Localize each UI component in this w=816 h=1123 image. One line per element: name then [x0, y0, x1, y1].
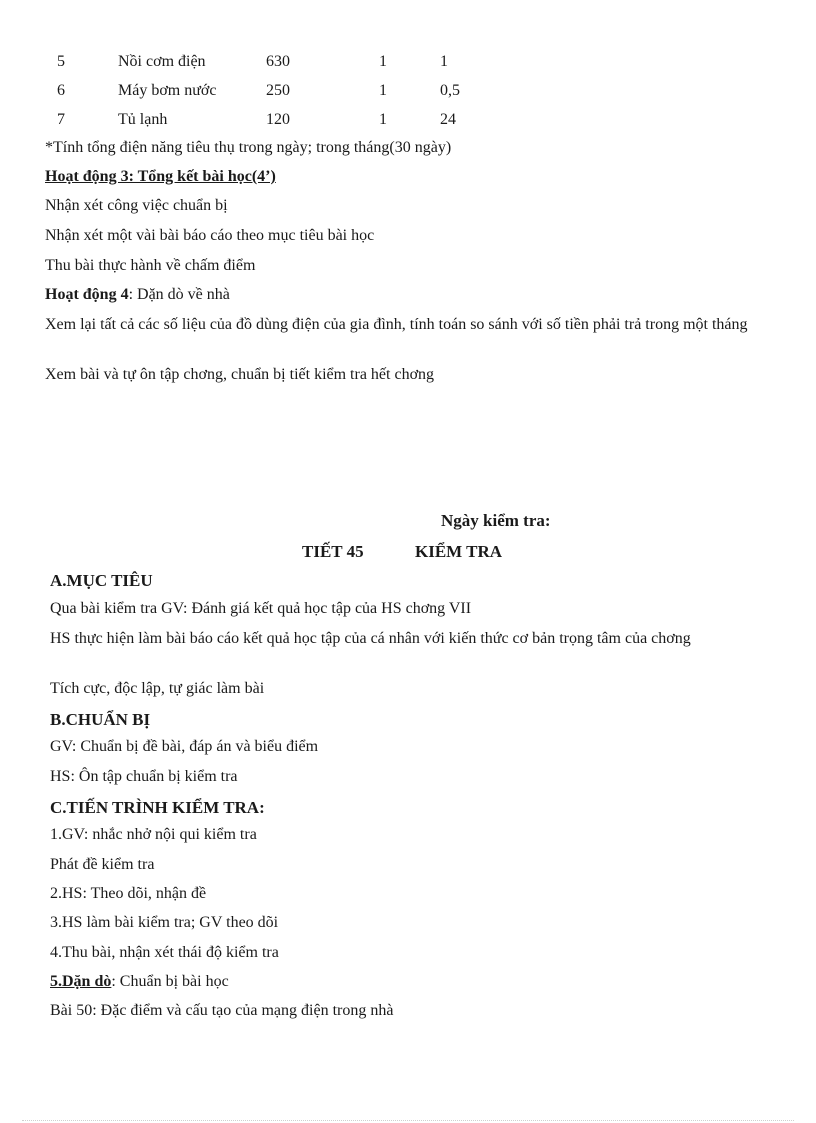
table-cell: 630	[266, 52, 290, 70]
section-a-line: Tích cực, độc lập, tự giác làm bài	[50, 680, 265, 697]
activity-3-line: Nhận xét công việc chuẩn bị	[45, 197, 228, 214]
section-b-line: GV: Chuẩn bị đề bài, đáp án và biểu điểm	[50, 738, 319, 755]
next-lesson-line: Bài 50: Đặc điểm và cấu tạo của mạng điện trong nhà	[50, 1002, 394, 1019]
homework-text: : Chuẩn bị bài học	[111, 973, 229, 990]
table-cell: 1	[440, 52, 448, 70]
section-c-line: Phát đề kiểm tra	[50, 856, 155, 873]
table-cell: 1	[379, 52, 387, 70]
activity-4-label: Hoạt động 4	[45, 286, 129, 303]
page-bottom-divider	[22, 1120, 794, 1121]
homework-label: 5.Dặn dò	[50, 973, 112, 990]
section-c-line: 1.GV: nhắc nhở nội qui kiểm tra	[50, 826, 257, 843]
activity-4-line: Xem lại tất cả các số liệu của đồ dùng điện của gia đình, tính toán so sánh với số tiền phải trả trong một tháng	[45, 316, 748, 333]
section-c-line: 2.HS: Theo dõi, nhận đề	[50, 885, 207, 902]
section-c-line: 3.HS làm bài kiểm tra; GV theo dõi	[50, 914, 279, 931]
lesson-number: TIẾT 45	[302, 542, 364, 561]
lesson-title: KIỂM TRA	[415, 542, 503, 561]
calculation-note: *Tính tổng điện năng tiêu thụ trong ngày; trong tháng(30 ngày)	[45, 139, 452, 156]
table-cell: 24	[440, 110, 456, 128]
table-cell: 7	[57, 110, 65, 128]
table-cell: 6	[57, 81, 65, 99]
section-a-line: HS thực hiện làm bài báo cáo kết quả học tập của cá nhân với kiến thức cơ bản trọng tâm của chơng	[50, 630, 691, 647]
activity-4-heading	[45, 285, 230, 305]
activity-3-heading: Hoạt động 3: Tổng kết bài học(4’)	[45, 168, 276, 185]
table-cell: Nồi cơm điện	[118, 52, 206, 70]
table-cell: 0,5	[440, 81, 460, 99]
table-row	[45, 47, 520, 76]
activity-4-line: Xem bài và tự ôn tập chơng, chuẩn bị tiết kiểm tra hết chơng	[45, 366, 435, 383]
section-b-line: HS: Ôn tập chuẩn bị kiểm tra	[50, 768, 238, 785]
table-cell: 250	[266, 81, 290, 99]
table-row	[45, 105, 520, 134]
section-a-heading: A.MỤC TIÊU	[50, 571, 153, 590]
homework-line	[50, 972, 229, 992]
table-cell: 120	[266, 110, 290, 128]
table-cell: Máy bơm nước	[118, 81, 217, 99]
section-c-heading: C.TIẾN TRÌNH KIỂM TRA:	[50, 798, 265, 817]
appliance-table	[45, 47, 520, 134]
exam-date-label: Ngày kiểm tra:	[441, 511, 551, 530]
table-cell: 5	[57, 52, 65, 70]
table-cell: 1	[379, 81, 387, 99]
activity-4-text: : Dặn dò về nhà	[128, 286, 230, 303]
activity-3-line: Thu bài thực hành về chấm điểm	[45, 257, 256, 274]
section-c-line: 4.Thu bài, nhận xét thái độ kiểm tra	[50, 944, 279, 961]
section-b-heading: B.CHUẨN BỊ	[50, 710, 151, 729]
table-cell: Tủ lạnh	[118, 110, 168, 128]
table-row	[45, 76, 520, 105]
table-cell: 1	[379, 110, 387, 128]
section-a-line: Qua bài kiểm tra GV: Đánh giá kết quả học tập của HS chơng VII	[50, 600, 472, 617]
activity-3-line: Nhận xét một vài bài báo cáo theo mục tiêu bài học	[45, 227, 375, 244]
